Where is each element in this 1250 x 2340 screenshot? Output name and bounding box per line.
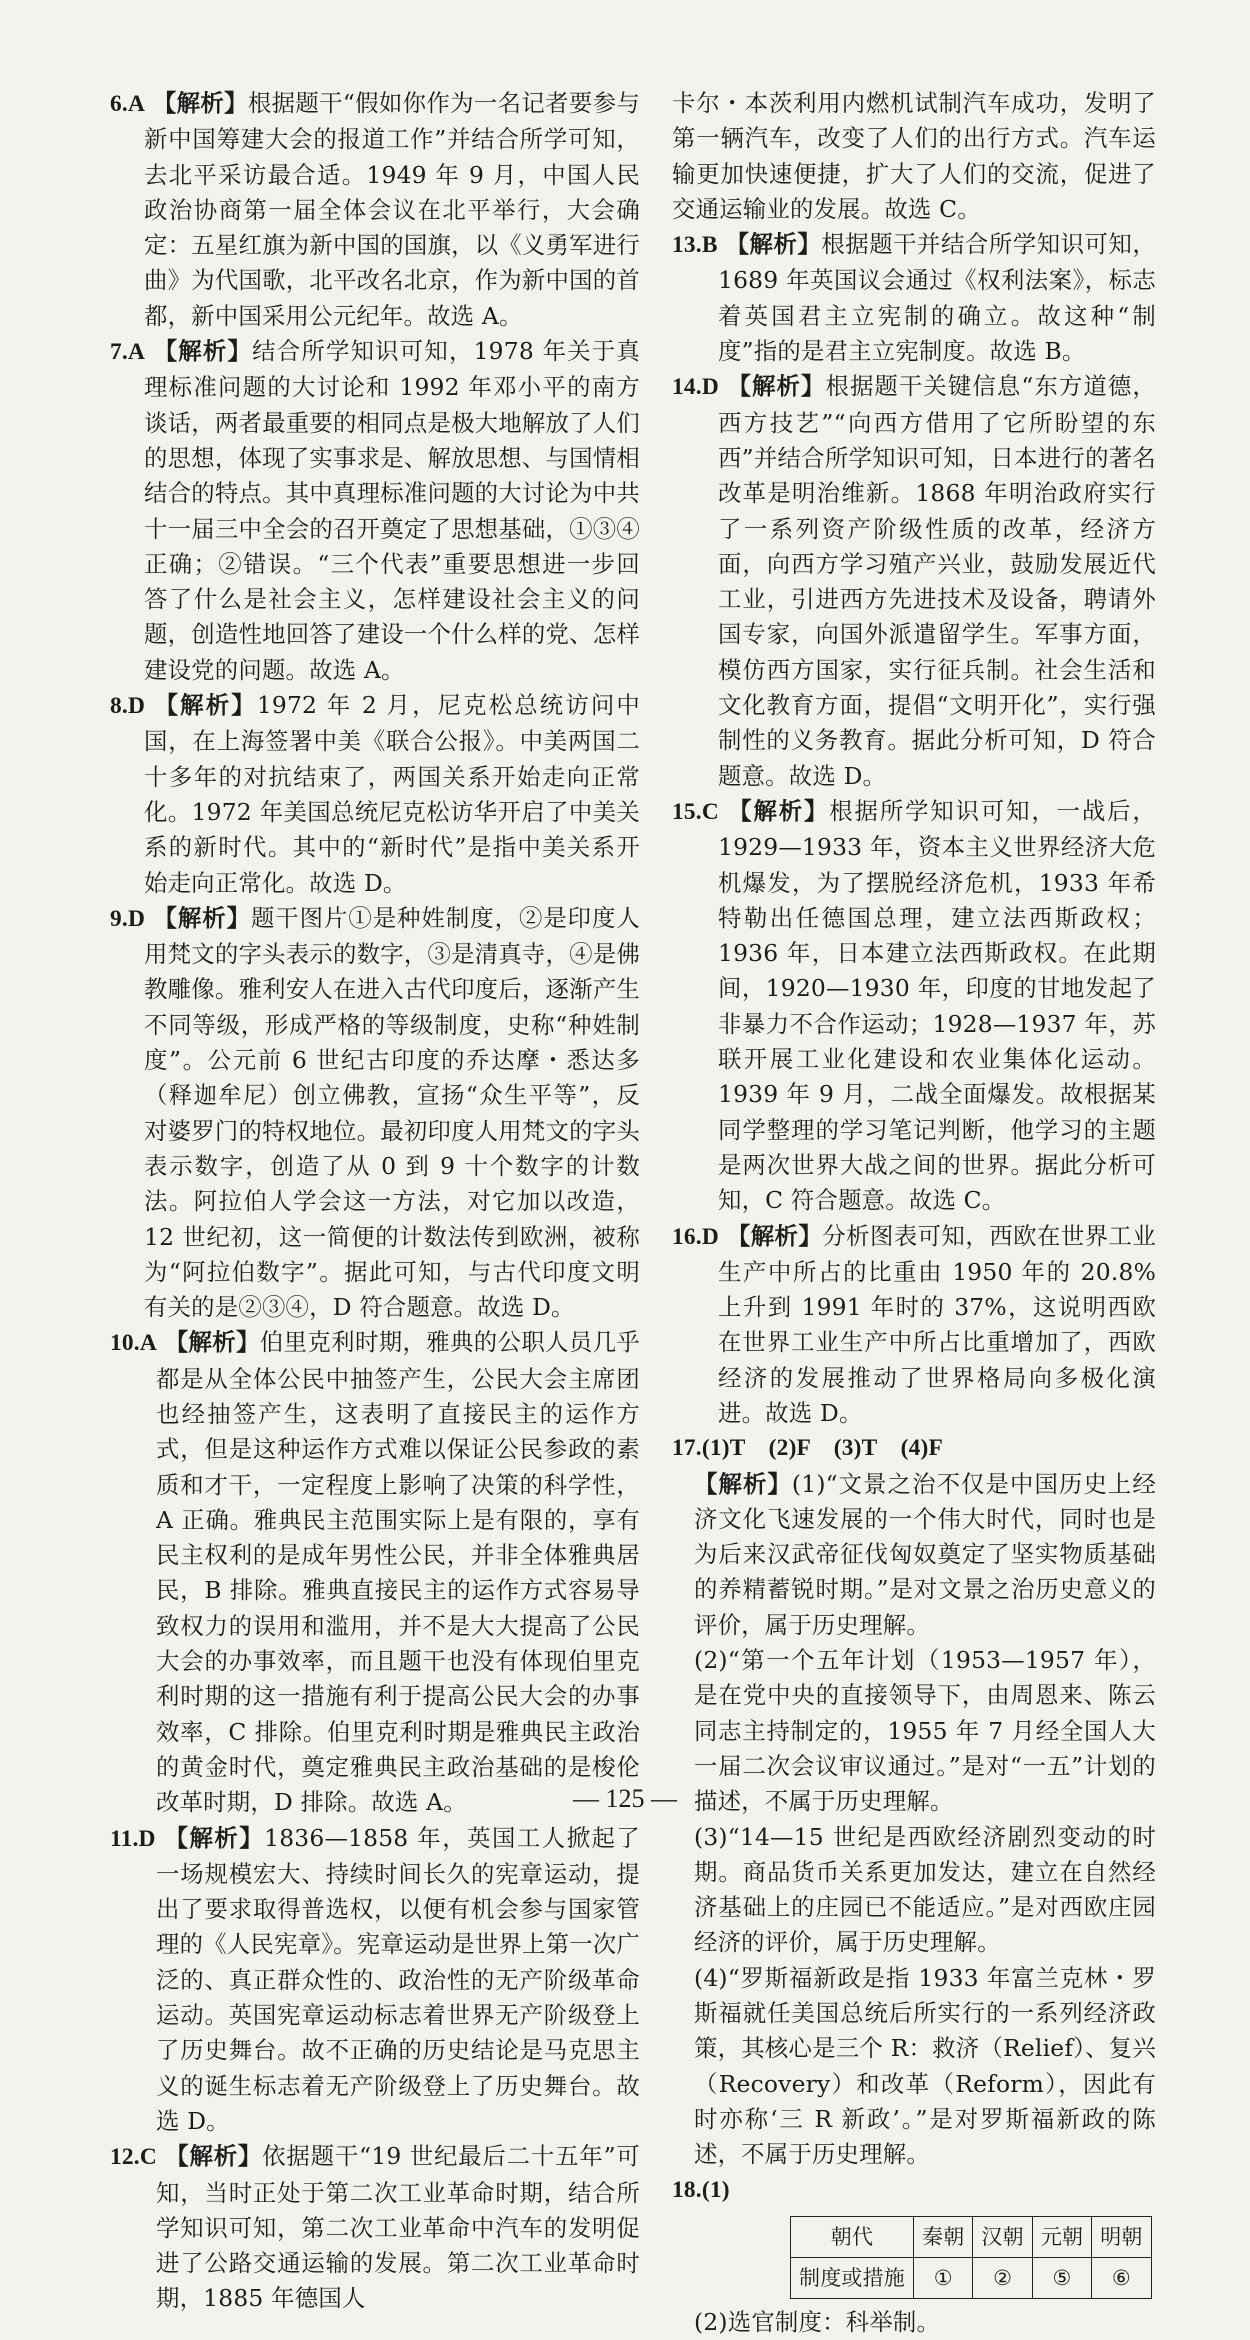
answer-item-13: 13.B 【解析】根据题干并结合所学知识可知，1689 年英国议会通过《权利法案》，标志着英国君主立宪制的确立。故这种“制度”指的是君主立宪制度。故选 B。 — [672, 230, 1156, 366]
right-column — [672, 86, 1156, 2340]
answer-item-10: 10.A 【解析】伯里克利时期，雅典的公职人员几乎都是从全体公民中抽签产生，公民大会主席团也经抽签产生，这表明了直接民主的运作方式，但是这种运作方式难以保证公民参政的素质和才干，一定程度上影响了决策的科学性，A 正确。雅典民主范围实际上是有限的，享有民主权利的是成年男性公民，并非全体雅典居民，B 排除。雅典直接民主的运作方式容易导致权力的误用和滥用，并不是大大提高了公民大会的办事效率，而且题干也没有体现伯里克利时期的这一措施有利于提高公民大会的办事效率，C 排除。伯里克利时期是雅典民主政治的黄金时代，奠定雅典民主政治基础的是梭伦改革时期，D 排除。故选 A。 — [110, 1328, 641, 1817]
answer-item-18-head: 18.(1) — [672, 2176, 730, 2203]
page-number: — 125 — — [573, 1784, 677, 1813]
answer-item-12: 12.C 【解析】依据题干“19 世纪最后二十五年”可知，当时正处于第二次工业革命时期，结合所学知识可知，第二次工业革命中汽车的发明促进了公路交通运输的发展。第二次工业革命时期，1885 年德国人 — [110, 2142, 640, 2313]
answer-item-16: 16.D 【解析】分析图表可知，西欧在世界工业生产中所占的比重由 1950 年的 20.8% 上升到 1991 年时的 37%，这说明西欧在世界工业生产中所占比重增加了，西欧经济的发展推动了世界格局向多极化演进。故选 D。 — [672, 1221, 1156, 1427]
table-cell: 秦朝 — [914, 2216, 973, 2257]
table-cell: ① — [914, 2257, 973, 2298]
table-row — [791, 2257, 1152, 2298]
answer-item-6: 6.A 【解析】根据题干“假如你作为一名记者要参与新中国筹建大会的报道工作”并结合所学可知，去北平采访最合适。1949 年 9 月，中国人民政治协商第一届全体会议在北平举行，大会确定：五星红旗为新中国的国旗，以《义勇军进行曲》为代国歌，北平改名北京，作为新中国的首都，新中国采用公元纪年。故选 A。 — [110, 89, 640, 330]
answer-item-7: 7.A 【解析】结合所学知识可知，1978 年关于真理标准问题的大讨论和 1992 年邓小平的南方谈话，两者最重要的相同点是极大地解放了人们的思想，体现了实事求是、解放思想、与国情相结合的特点。其中真理标准问题的大讨论为中共十一届三中全会的召开奠定了思想基础，①③④正确；②错误。“三个代表”重要思想进一步回答了什么是社会主义，怎样建设社会主义的问题，创造性地回答了建设一个什么样的党、怎样建设党的问题。故选 A。 — [110, 337, 640, 684]
table-cell: ⑥ — [1092, 2257, 1151, 2298]
table-cell: 制度或措施 — [791, 2257, 914, 2298]
table-cell: ② — [973, 2257, 1032, 2298]
answer-item-14: 14.D 【解析】根据题干关键信息“东方道德，西方技艺”“向西方借用了它所盼望的东西”并结合所学知识可知，日本进行的著名改革是明治维新。1868 年明治政府实行了一系列资产阶级性质的改革，经济方面，向西方学习殖产兴业，鼓励发展近代工业，引进西方先进技术及设备，聘请外国专家，向国外派遣留学生。军事方面，模仿西方国家，实行征兵制。社会生活和文化教育方面，提倡“文明开化”，实行强制性的义务教育。据此分析可知，D 符合题意。故选 D。 — [672, 372, 1156, 790]
dynasty-table — [790, 2216, 1152, 2299]
table-cell: 明朝 — [1092, 2216, 1151, 2257]
answer-item-17-analysis — [672, 1467, 1156, 2173]
table-cell: 汉朝 — [973, 2216, 1032, 2257]
answer-17-part-3: (3)“14—15 世纪是西欧经济剧烈变动的时期。商品货币关系更加发达，建立在自然经济基础上的庄园已不能适应。”是对西欧庄园经济的评价，属于历史理解。 — [694, 1822, 1156, 1957]
answer-item-8: 8.D 【解析】1972 年 2 月，尼克松总统访问中国，在上海签署中美《联合公报》。中美两国二十多年的对抗结束了，两国关系开始走向正常化。1972 年美国总统尼克松访华开启了中美关系的新时代。其中的“新时代”是指中美关系开始走向正常化。故选 D。 — [110, 691, 640, 897]
answer-17-part-2: (2)“第一个五年计划（1953—1957 年），是在党中央的直接领导下，由周恩来、陈云同志主持制定的，1955 年 7 月经全国人大一届二次会议审议通过。”是对“一五”计划的描述，不属于历史理解。 — [694, 1646, 1156, 1816]
table-cell: ⑤ — [1032, 2257, 1091, 2298]
answer-item-11: 11.D 【解析】1836—1858 年，英国工人掀起了一场规模宏大、持续时间长久的宪章运动，提出了要求取得普选权，以便有机会参与国家管理的《人民宪章》。宪章运动是世界上第一次广泛的、真正群众性的、政治性的无产阶级革命运动。英国宪章运动标志着世界无产阶级登上了历史舞台。故不正确的历史结论是马克思主义的诞生标志着无产阶级登上了历史舞台。故选 D。 — [110, 1823, 640, 2135]
answer-17-part-1: 【解析】(1)“文景之治不仅是中国历史上经济文化飞速发展的一个伟大时代，同时也是为后来汉武帝征伐匈奴奠定了坚实物质基础的养精蓄锐时期。”是对文景之治历史意义的评价，属于历史理解。 — [694, 1469, 1156, 1639]
answer-18-part-2: (2)选官制度：科举制。 — [694, 2307, 941, 2336]
left-column — [110, 86, 640, 2317]
table-row — [791, 2216, 1152, 2257]
answer-17-part-4: (4)“罗斯福新政是指 1933 年富兰克林・罗斯福就任美国总统后所实行的一系列经济政策，其核心是三个 R：救济（Relief）、复兴（Recovery）和改革（Reform），因此有时亦称‘三 R 新政’。”是对罗斯福新政的陈述，不属于历史理解。 — [694, 1963, 1156, 2169]
answer-item-17-head: 17.(1)T (2)F (3)T (4)F — [672, 1435, 943, 1462]
answer-item-12-continued: 卡尔・本茨利用内燃机试制汽车成功，发明了第一辆汽车，改变了人们的出行方式。汽车运输更加快速便捷，扩大了人们的交流，促进了交通运输业的发展。故选 C。 — [672, 89, 1156, 223]
table-cell: 朝代 — [791, 2216, 914, 2257]
table-cell: 元朝 — [1032, 2216, 1091, 2257]
answer-item-15: 15.C 【解析】根据所学知识可知，一战后，1929—1933 年，资本主义世界经济大危机爆发，为了摆脱经济危机，1933 年希特勒出任德国总理，建立法西斯政权；1936 年，日本建立法西斯政权。在此期间，1920—1930 年，印度的甘地发起了非暴力不合作运动；1928—1937 年，苏联开展工业化建设和农业集体化运动。1939 年 9 月，二战全面爆发。故根据某同学整理的学习笔记判断，他学习的主题是两次世界大战之间的世界。据此分析可知，C 符合题意。故选 C。 — [672, 796, 1156, 1215]
answer-item-9: 9.D 【解析】题干图片①是种姓制度，②是印度人用梵文的字头表示的数字，③是清真寺，④是佛教雕像。雅利安人在进入古代印度后，逐渐产生不同等级，形成严格的等级制度，史称“种姓制度”。公元前 6 世纪古印度的乔达摩・悉达多（释迦牟尼）创立佛教，宣扬“众生平等”，反对婆罗门的特权地位。最初印度人用梵文的字头表示数字，创造了从 0 到 9 十个数字的计数法。阿拉伯人学会这一方法，对它加以改造，12 世纪初，这一简便的计数法传到欧洲，被称为“阿拉伯数字”。据此可知，与古代印度文明有关的是②③④，D 符合题意。故选 D。 — [110, 903, 640, 1322]
